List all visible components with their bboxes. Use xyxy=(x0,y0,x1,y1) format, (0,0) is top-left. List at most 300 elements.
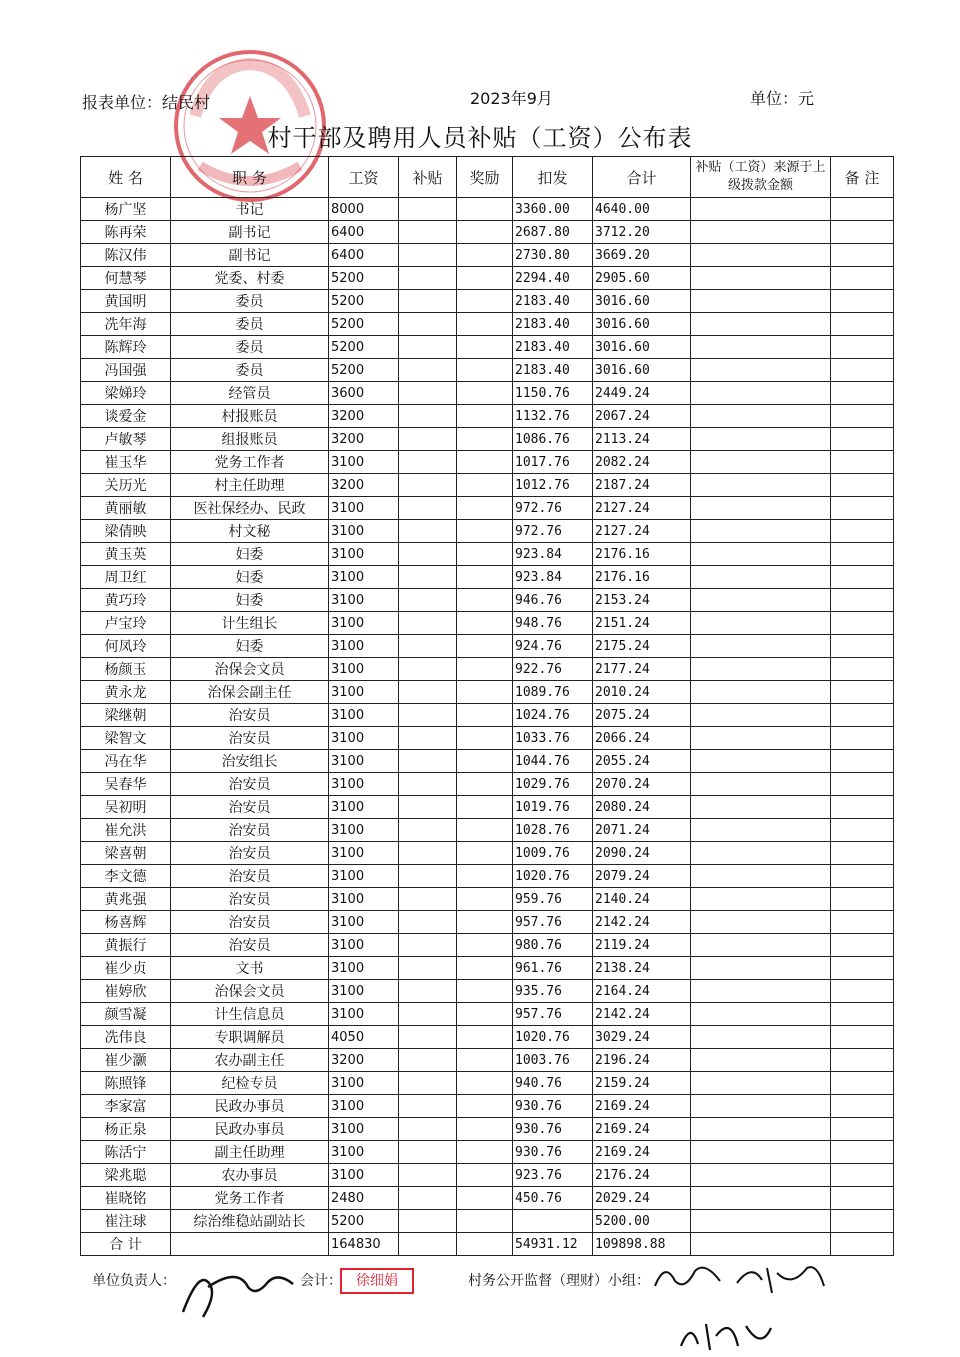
row-remark xyxy=(831,543,894,566)
row-bonus xyxy=(457,750,513,773)
row-deduct: 1086.76 xyxy=(513,428,593,451)
row-bonus xyxy=(457,474,513,497)
row-total: 3712.20 xyxy=(593,221,691,244)
row-wage: 3100 xyxy=(329,1003,399,1026)
row-source xyxy=(691,497,831,520)
row-wage: 5200 xyxy=(329,359,399,382)
table-row xyxy=(81,382,894,405)
row-post: 治安员 xyxy=(171,727,329,750)
row-remark xyxy=(831,336,894,359)
row-deduct: 922.76 xyxy=(513,658,593,681)
col-deduct-header: 扣发 xyxy=(513,157,593,198)
row-name: 崔晓铭 xyxy=(81,1187,171,1210)
row-name: 黄巧玲 xyxy=(81,589,171,612)
row-name: 黄兆强 xyxy=(81,888,171,911)
row-wage: 3100 xyxy=(329,704,399,727)
row-subsidy xyxy=(399,658,457,681)
row-subsidy xyxy=(399,635,457,658)
row-name: 杨颜玉 xyxy=(81,658,171,681)
row-total: 2176.24 xyxy=(593,1164,691,1187)
row-remark xyxy=(831,1049,894,1072)
row-subsidy xyxy=(399,957,457,980)
row-deduct xyxy=(513,1210,593,1233)
totals-total: 109898.88 xyxy=(593,1233,691,1256)
table-row xyxy=(81,267,894,290)
row-total: 2169.24 xyxy=(593,1095,691,1118)
row-post: 治安员 xyxy=(171,865,329,888)
row-subsidy xyxy=(399,842,457,865)
row-subsidy xyxy=(399,382,457,405)
row-total: 3016.60 xyxy=(593,290,691,313)
table-row xyxy=(81,658,894,681)
row-source xyxy=(691,704,831,727)
row-deduct: 1029.76 xyxy=(513,773,593,796)
row-deduct: 2687.80 xyxy=(513,221,593,244)
row-bonus xyxy=(457,1210,513,1233)
totals-row xyxy=(81,1233,894,1256)
row-source xyxy=(691,520,831,543)
row-name: 黄国明 xyxy=(81,290,171,313)
row-post: 副书记 xyxy=(171,221,329,244)
row-total: 2140.24 xyxy=(593,888,691,911)
row-bonus xyxy=(457,1141,513,1164)
row-post: 医社保经办、民政 xyxy=(171,497,329,520)
row-name: 冼年海 xyxy=(81,313,171,336)
row-source xyxy=(691,244,831,267)
row-name: 冯国强 xyxy=(81,359,171,382)
row-post: 计生组长 xyxy=(171,612,329,635)
row-remark xyxy=(831,1210,894,1233)
row-name: 梁继朝 xyxy=(81,704,171,727)
row-bonus xyxy=(457,244,513,267)
row-wage: 3100 xyxy=(329,727,399,750)
row-source xyxy=(691,842,831,865)
row-post: 委员 xyxy=(171,313,329,336)
row-bonus xyxy=(457,796,513,819)
row-wage: 3100 xyxy=(329,543,399,566)
row-source xyxy=(691,612,831,635)
row-remark xyxy=(831,1187,894,1210)
table-row xyxy=(81,198,894,221)
row-subsidy xyxy=(399,1141,457,1164)
row-remark xyxy=(831,267,894,290)
row-name: 颜雪凝 xyxy=(81,1003,171,1026)
row-post: 经管员 xyxy=(171,382,329,405)
accountant-label: 会计： xyxy=(300,1273,342,1289)
row-post: 组报账员 xyxy=(171,428,329,451)
row-total: 2176.16 xyxy=(593,543,691,566)
row-source xyxy=(691,221,831,244)
row-bonus xyxy=(457,382,513,405)
row-deduct: 972.76 xyxy=(513,520,593,543)
row-remark xyxy=(831,980,894,1003)
row-deduct: 935.76 xyxy=(513,980,593,1003)
row-wage: 3100 xyxy=(329,842,399,865)
row-deduct: 1017.76 xyxy=(513,451,593,474)
table-row xyxy=(81,451,894,474)
row-wage: 3200 xyxy=(329,405,399,428)
row-bonus xyxy=(457,681,513,704)
row-post: 副书记 xyxy=(171,244,329,267)
row-post: 治安组长 xyxy=(171,750,329,773)
row-wage: 3100 xyxy=(329,635,399,658)
row-total: 2070.24 xyxy=(593,773,691,796)
row-wage: 3200 xyxy=(329,428,399,451)
row-post: 纪检专员 xyxy=(171,1072,329,1095)
row-subsidy xyxy=(399,474,457,497)
row-remark xyxy=(831,313,894,336)
row-remark xyxy=(831,681,894,704)
row-total: 2151.24 xyxy=(593,612,691,635)
table-row xyxy=(81,819,894,842)
row-name: 崔注球 xyxy=(81,1210,171,1233)
row-name: 梁兆聪 xyxy=(81,1164,171,1187)
row-bonus xyxy=(457,405,513,428)
row-source xyxy=(691,198,831,221)
row-bonus xyxy=(457,727,513,750)
row-wage: 5200 xyxy=(329,313,399,336)
row-source xyxy=(691,290,831,313)
signature-supervisor1-icon xyxy=(650,1256,730,1296)
row-remark xyxy=(831,957,894,980)
row-subsidy xyxy=(399,612,457,635)
table-row xyxy=(81,635,894,658)
row-remark xyxy=(831,635,894,658)
row-bonus xyxy=(457,428,513,451)
row-wage: 3100 xyxy=(329,819,399,842)
row-subsidy xyxy=(399,1210,457,1233)
row-bonus xyxy=(457,520,513,543)
table-row xyxy=(81,911,894,934)
row-deduct: 1020.76 xyxy=(513,1026,593,1049)
row-bonus xyxy=(457,980,513,1003)
row-remark xyxy=(831,704,894,727)
row-bonus xyxy=(457,359,513,382)
row-total: 2090.24 xyxy=(593,842,691,865)
row-post: 妇委 xyxy=(171,566,329,589)
row-source xyxy=(691,727,831,750)
row-subsidy xyxy=(399,313,457,336)
row-post: 治保会副主任 xyxy=(171,681,329,704)
row-subsidy xyxy=(399,244,457,267)
row-deduct: 930.76 xyxy=(513,1141,593,1164)
row-wage: 3100 xyxy=(329,888,399,911)
row-remark xyxy=(831,1003,894,1026)
row-bonus xyxy=(457,198,513,221)
row-bonus xyxy=(457,336,513,359)
row-wage: 3100 xyxy=(329,957,399,980)
table-row xyxy=(81,543,894,566)
table-row xyxy=(81,842,894,865)
row-remark xyxy=(831,1118,894,1141)
row-wage: 3100 xyxy=(329,796,399,819)
row-subsidy xyxy=(399,198,457,221)
row-total: 2153.24 xyxy=(593,589,691,612)
row-subsidy xyxy=(399,704,457,727)
row-total: 2449.24 xyxy=(593,382,691,405)
row-source xyxy=(691,750,831,773)
row-subsidy xyxy=(399,1026,457,1049)
row-source xyxy=(691,359,831,382)
row-source xyxy=(691,1118,831,1141)
row-remark xyxy=(831,1164,894,1187)
row-total: 2169.24 xyxy=(593,1141,691,1164)
table-row xyxy=(81,428,894,451)
row-wage: 3100 xyxy=(329,1095,399,1118)
row-bonus xyxy=(457,290,513,313)
row-total: 2196.24 xyxy=(593,1049,691,1072)
row-bonus xyxy=(457,1026,513,1049)
table-row xyxy=(81,1049,894,1072)
row-post: 计生信息员 xyxy=(171,1003,329,1026)
row-subsidy xyxy=(399,497,457,520)
responsible-label: 单位负责人： xyxy=(92,1273,176,1289)
report-unit: 报表单位：结民村 xyxy=(82,93,211,112)
table-row xyxy=(81,244,894,267)
table-row xyxy=(81,520,894,543)
table-row xyxy=(81,888,894,911)
row-remark xyxy=(831,750,894,773)
row-bonus xyxy=(457,566,513,589)
row-remark xyxy=(831,359,894,382)
table-row xyxy=(81,1095,894,1118)
row-deduct: 2183.40 xyxy=(513,313,593,336)
row-subsidy xyxy=(399,750,457,773)
row-bonus xyxy=(457,1118,513,1141)
row-source xyxy=(691,313,831,336)
row-remark xyxy=(831,727,894,750)
row-subsidy xyxy=(399,796,457,819)
row-name: 崔允洪 xyxy=(81,819,171,842)
row-post: 委员 xyxy=(171,290,329,313)
row-total: 2169.24 xyxy=(593,1118,691,1141)
table-row xyxy=(81,313,894,336)
table-row xyxy=(81,796,894,819)
row-deduct: 1003.76 xyxy=(513,1049,593,1072)
row-total: 2138.24 xyxy=(593,957,691,980)
row-source xyxy=(691,773,831,796)
row-name: 梁喜朝 xyxy=(81,842,171,865)
row-post: 农办事员 xyxy=(171,1164,329,1187)
table-row xyxy=(81,1072,894,1095)
row-wage: 3100 xyxy=(329,773,399,796)
col-post-header: 职 务 xyxy=(171,157,329,198)
col-subsidy-header: 补贴 xyxy=(399,157,457,198)
row-subsidy xyxy=(399,359,457,382)
row-post: 妇委 xyxy=(171,635,329,658)
table-header-row xyxy=(81,157,894,198)
row-remark xyxy=(831,1072,894,1095)
row-bonus xyxy=(457,497,513,520)
row-source xyxy=(691,267,831,290)
row-deduct: 2183.40 xyxy=(513,290,593,313)
table-row xyxy=(81,612,894,635)
row-source xyxy=(691,566,831,589)
row-post: 党务工作者 xyxy=(171,451,329,474)
row-subsidy xyxy=(399,405,457,428)
row-total: 2010.24 xyxy=(593,681,691,704)
row-deduct: 972.76 xyxy=(513,497,593,520)
row-deduct: 1009.76 xyxy=(513,842,593,865)
row-source xyxy=(691,1141,831,1164)
row-bonus xyxy=(457,888,513,911)
row-post: 委员 xyxy=(171,336,329,359)
row-deduct: 946.76 xyxy=(513,589,593,612)
row-deduct: 2730.80 xyxy=(513,244,593,267)
row-total: 2176.16 xyxy=(593,566,691,589)
table-row xyxy=(81,1118,894,1141)
row-total: 3669.20 xyxy=(593,244,691,267)
row-wage: 3100 xyxy=(329,566,399,589)
table-row xyxy=(81,727,894,750)
table-row xyxy=(81,980,894,1003)
row-deduct: 1033.76 xyxy=(513,727,593,750)
row-deduct: 2183.40 xyxy=(513,336,593,359)
row-deduct: 940.76 xyxy=(513,1072,593,1095)
table-row xyxy=(81,359,894,382)
row-wage: 3100 xyxy=(329,520,399,543)
row-wage: 6400 xyxy=(329,221,399,244)
row-wage: 5200 xyxy=(329,336,399,359)
row-remark xyxy=(831,796,894,819)
row-deduct: 980.76 xyxy=(513,934,593,957)
row-wage: 3100 xyxy=(329,451,399,474)
table-row xyxy=(81,474,894,497)
row-name: 何慧琴 xyxy=(81,267,171,290)
row-bonus xyxy=(457,773,513,796)
row-wage: 5200 xyxy=(329,1210,399,1233)
row-remark xyxy=(831,773,894,796)
row-total: 4640.00 xyxy=(593,198,691,221)
accountant-stamp: 徐细娟 xyxy=(340,1268,414,1294)
row-remark xyxy=(831,612,894,635)
row-source xyxy=(691,428,831,451)
row-total: 5200.00 xyxy=(593,1210,691,1233)
row-name: 崔玉华 xyxy=(81,451,171,474)
row-remark xyxy=(831,497,894,520)
row-deduct: 948.76 xyxy=(513,612,593,635)
row-name: 陈再荣 xyxy=(81,221,171,244)
row-total: 3029.24 xyxy=(593,1026,691,1049)
row-post: 党务工作者 xyxy=(171,1187,329,1210)
row-bonus xyxy=(457,865,513,888)
row-wage: 3100 xyxy=(329,1072,399,1095)
row-remark xyxy=(831,566,894,589)
row-bonus xyxy=(457,911,513,934)
row-wage: 3100 xyxy=(329,911,399,934)
page-title: 村干部及聘用人员补贴（工资）公布表 xyxy=(267,124,693,152)
row-post: 农办副主任 xyxy=(171,1049,329,1072)
row-wage: 3100 xyxy=(329,934,399,957)
row-source xyxy=(691,1164,831,1187)
row-total: 2127.24 xyxy=(593,520,691,543)
row-bonus xyxy=(457,1003,513,1026)
totals-label: 合 计 xyxy=(81,1233,171,1256)
table-row xyxy=(81,336,894,359)
table-row xyxy=(81,865,894,888)
row-bonus xyxy=(457,635,513,658)
row-remark xyxy=(831,819,894,842)
row-source xyxy=(691,1210,831,1233)
row-bonus xyxy=(457,267,513,290)
row-wage: 3100 xyxy=(329,1141,399,1164)
row-name: 谈爱金 xyxy=(81,405,171,428)
row-total: 2071.24 xyxy=(593,819,691,842)
row-total: 3016.60 xyxy=(593,313,691,336)
row-bonus xyxy=(457,543,513,566)
row-source xyxy=(691,336,831,359)
row-post: 治安员 xyxy=(171,704,329,727)
row-wage: 5200 xyxy=(329,267,399,290)
col-remark-header: 备 注 xyxy=(831,157,894,198)
row-remark xyxy=(831,474,894,497)
row-remark xyxy=(831,589,894,612)
row-total: 2127.24 xyxy=(593,497,691,520)
row-post: 治安员 xyxy=(171,934,329,957)
table-row xyxy=(81,1164,894,1187)
salary-table xyxy=(80,156,894,1256)
table-row xyxy=(81,773,894,796)
table-row xyxy=(81,405,894,428)
row-total: 3016.60 xyxy=(593,359,691,382)
row-subsidy xyxy=(399,221,457,244)
row-name: 陈照锋 xyxy=(81,1072,171,1095)
table-row xyxy=(81,1026,894,1049)
row-name: 崔少灏 xyxy=(81,1049,171,1072)
row-remark xyxy=(831,1095,894,1118)
row-deduct: 1132.76 xyxy=(513,405,593,428)
row-subsidy xyxy=(399,1049,457,1072)
table-row xyxy=(81,1187,894,1210)
row-remark xyxy=(831,290,894,313)
row-wage: 6400 xyxy=(329,244,399,267)
row-source xyxy=(691,451,831,474)
row-wage: 3100 xyxy=(329,750,399,773)
row-subsidy xyxy=(399,1072,457,1095)
row-remark xyxy=(831,842,894,865)
row-name: 吴春华 xyxy=(81,773,171,796)
row-wage: 3100 xyxy=(329,980,399,1003)
row-total: 2029.24 xyxy=(593,1187,691,1210)
table-row xyxy=(81,589,894,612)
row-post: 治安员 xyxy=(171,888,329,911)
row-deduct: 957.76 xyxy=(513,1003,593,1026)
row-remark xyxy=(831,221,894,244)
row-total: 2075.24 xyxy=(593,704,691,727)
row-total: 2159.24 xyxy=(593,1072,691,1095)
row-deduct: 923.84 xyxy=(513,566,593,589)
row-name: 关历光 xyxy=(81,474,171,497)
row-deduct: 1089.76 xyxy=(513,681,593,704)
row-source xyxy=(691,1003,831,1026)
row-name: 周卫红 xyxy=(81,566,171,589)
row-total: 2142.24 xyxy=(593,911,691,934)
row-subsidy xyxy=(399,911,457,934)
row-source xyxy=(691,865,831,888)
col-total-header: 合计 xyxy=(593,157,691,198)
row-total: 2905.60 xyxy=(593,267,691,290)
row-name: 卢敏琴 xyxy=(81,428,171,451)
row-wage: 4050 xyxy=(329,1026,399,1049)
table-row xyxy=(81,497,894,520)
row-remark xyxy=(831,865,894,888)
row-post: 书记 xyxy=(171,198,329,221)
row-name: 梁娣玲 xyxy=(81,382,171,405)
col-name-header: 姓 名 xyxy=(81,157,171,198)
row-bonus xyxy=(457,957,513,980)
row-wage: 3100 xyxy=(329,612,399,635)
row-bonus xyxy=(457,612,513,635)
